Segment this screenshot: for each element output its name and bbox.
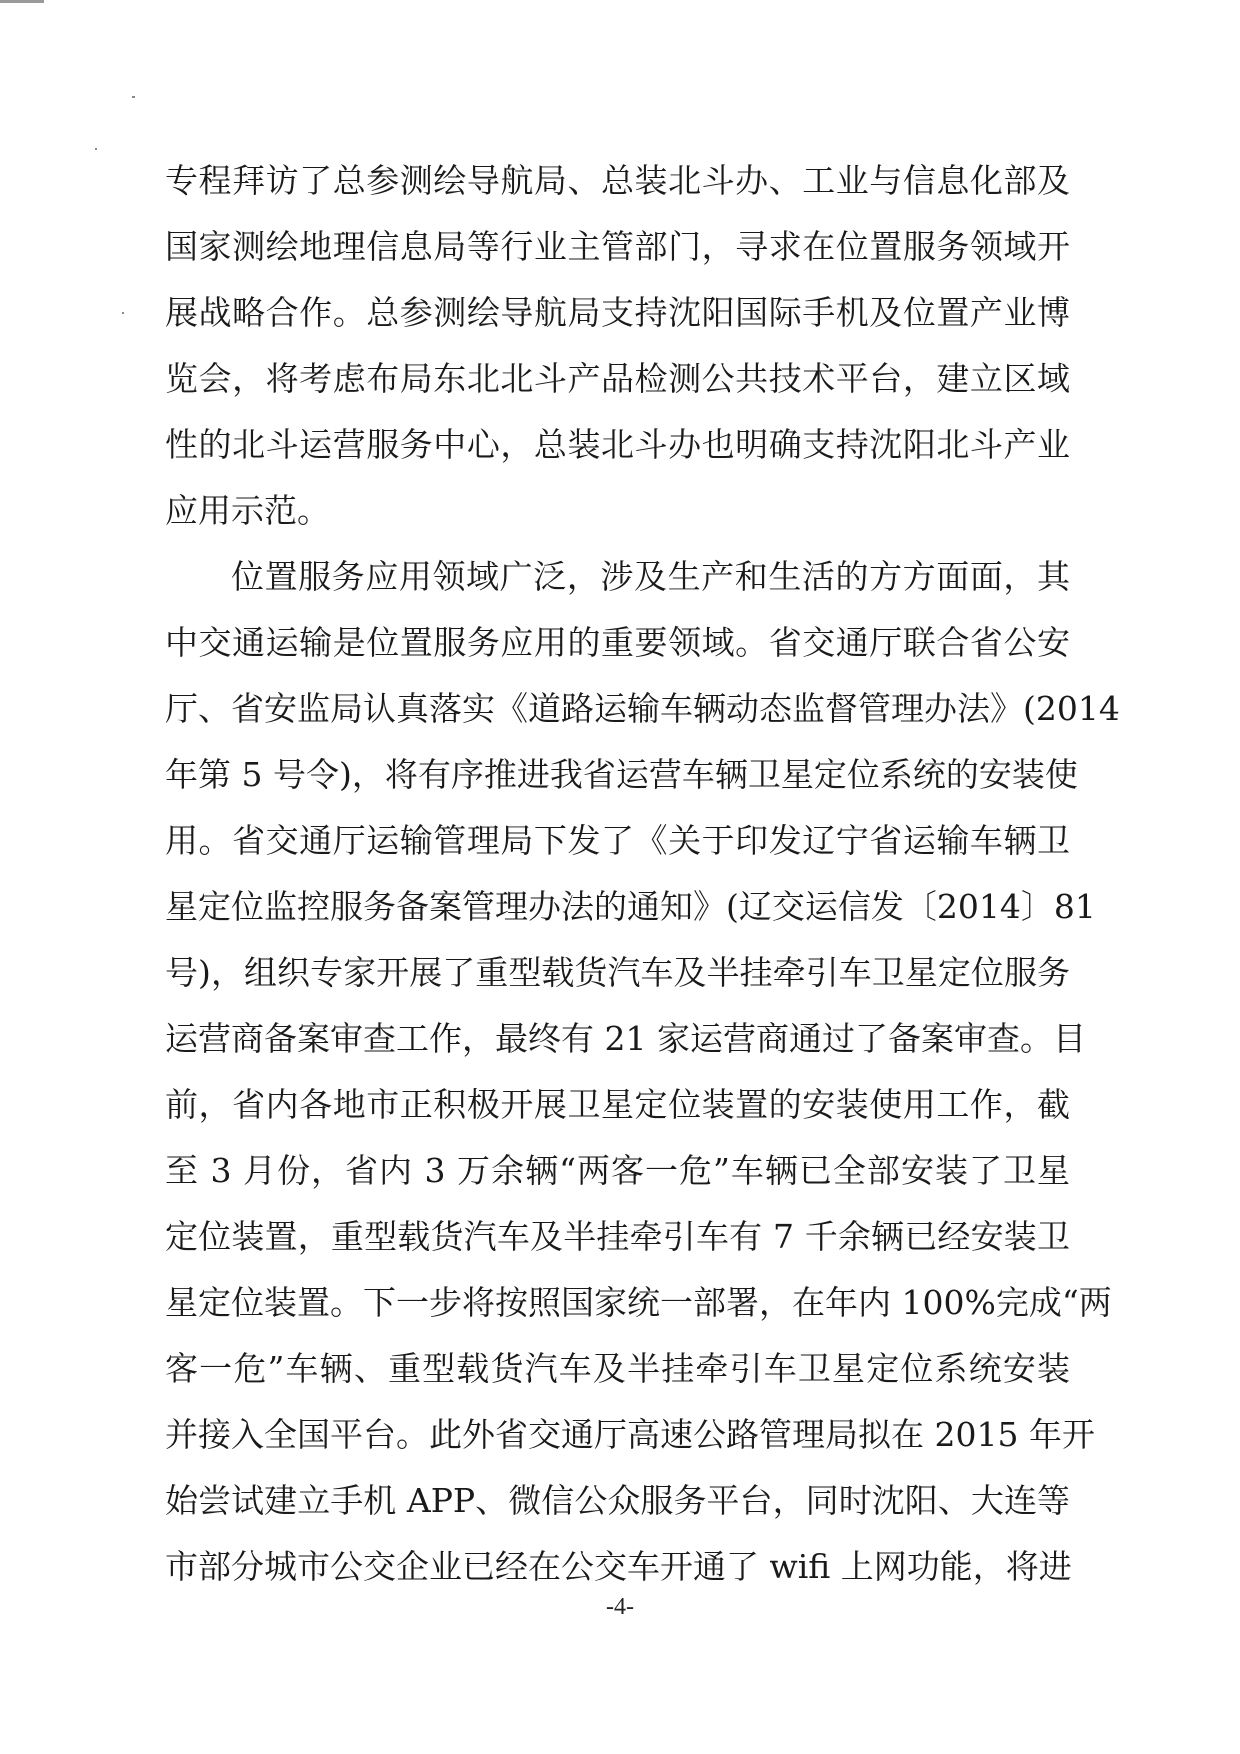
paragraph	[165, 544, 1120, 1600]
text-line: 应用示范。	[165, 491, 330, 530]
page-number: -4-	[606, 1594, 634, 1620]
text-line: 定位装置，重型载货汽车及半挂牵引车有 7 千余辆已经安装卫	[165, 1217, 1070, 1256]
text-line: 览会，将考虑布局东北北斗产品检测公共技术平台，建立区域	[165, 359, 1070, 398]
text-line: 至 3 月份，省内 3 万余辆“两客一危”车辆已全部安装了卫星	[165, 1151, 1070, 1190]
document-body	[165, 148, 1120, 1600]
text-line: 专程拜访了总参测绘导航局、总装北斗办、工业与信息化部及	[165, 161, 1070, 200]
text-line: 中交通运输是位置服务应用的重要领域。省交通厅联合省公安	[165, 623, 1070, 662]
text-line: 用。省交通厅运输管理局下发了《关于印发辽宁省运输车辆卫	[165, 821, 1070, 860]
text-line: 性的北斗运营服务中心，总装北斗办也明确支持沈阳北斗产业	[165, 425, 1070, 464]
text-line: 星定位监控服务备案管理办法的通知》(辽交运信发〔2014〕81	[165, 887, 1096, 926]
scan-edge-mark	[0, 0, 44, 3]
text-line: 并接入全国平台。此外省交通厅高速公路管理局拟在 2015 年开	[165, 1415, 1095, 1454]
text-line: 号)，组织专家开展了重型载货汽车及半挂牵引车卫星定位服务	[165, 953, 1070, 992]
text-line: 年第 5 号令)，将有序推进我省运营车辆卫星定位系统的安装使	[165, 755, 1078, 794]
paragraph	[165, 148, 1070, 544]
text-line: 位置服务应用领域广泛，涉及生产和生活的方方面面，其	[231, 557, 1070, 596]
scan-speck	[132, 96, 135, 98]
text-line: 客一危”车辆、重型载货汽车及半挂牵引车卫星定位系统安装	[165, 1349, 1070, 1388]
text-line: 厅、省安监局认真落实《道路运输车辆动态监督管理办法》(2014	[165, 689, 1120, 728]
text-line: 国家测绘地理信息局等行业主管部门，寻求在位置服务领域开	[165, 227, 1070, 266]
scan-speck	[122, 312, 124, 314]
text-line: 市部分城市公交企业已经在公交车开通了 wifi 上网功能，将进	[165, 1547, 1072, 1586]
text-line: 展战略合作。总参测绘导航局支持沈阳国际手机及位置产业博	[165, 293, 1070, 332]
text-line: 星定位装置。下一步将按照国家统一部署，在年内 100%完成“两	[165, 1283, 1112, 1322]
scan-speck	[95, 148, 97, 150]
text-line: 运营商备案审查工作，最终有 21 家运营商通过了备案审查。目	[165, 1019, 1086, 1058]
text-line: 始尝试建立手机 APP、微信公众服务平台，同时沈阳、大连等	[165, 1481, 1070, 1520]
text-line: 前，省内各地市正积极开展卫星定位装置的安装使用工作，截	[165, 1085, 1070, 1124]
